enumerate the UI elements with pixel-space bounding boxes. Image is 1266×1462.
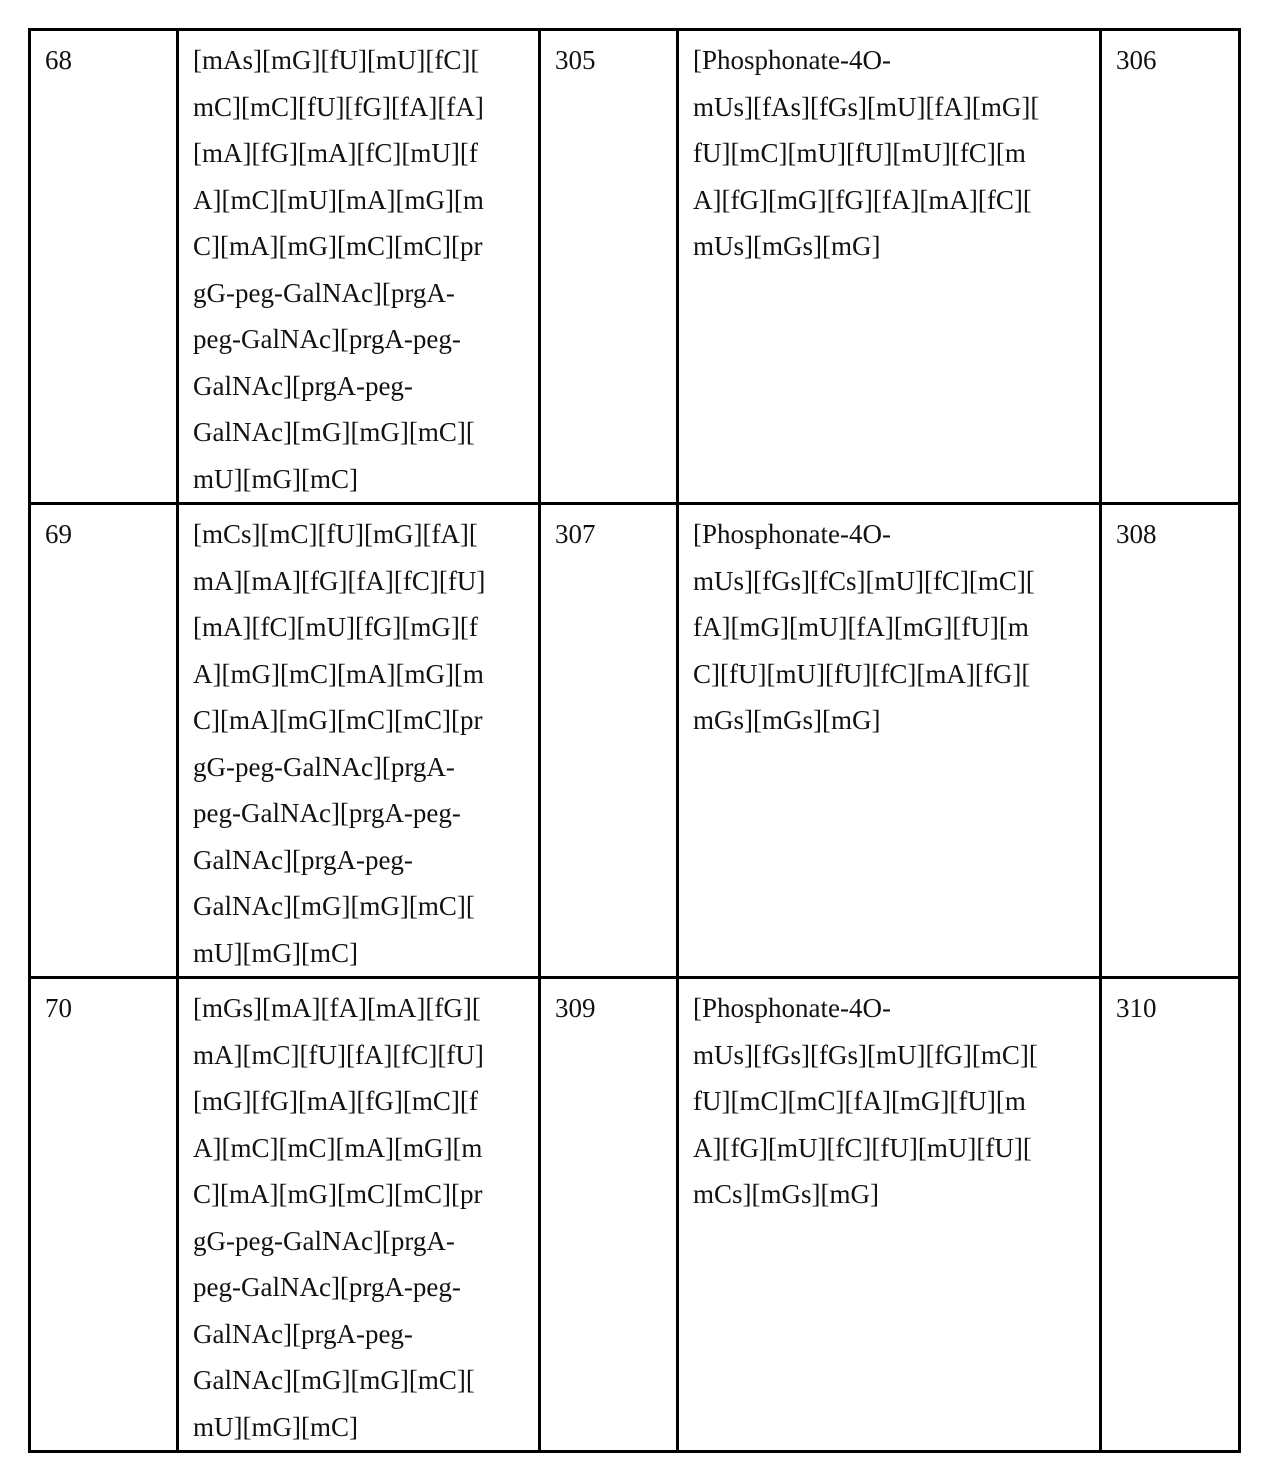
antisense-seq-id: 310 [1116, 993, 1157, 1023]
sense-strand-sequence: [mGs][mA][fA][mA][fG][ mA][mC][fU][fA][fC][fU] [mG][fG][mA][fG][mC][f A][mC][mC][mA][mG][m C][mA][mG][mC][mC][pr gG-peg-GalNAc][prgA- peg-GalNAc][prgA-peg- GalNAc][prgA-peg- GalNAc][mG][mG][mC][ mU][mG][mC] [193, 993, 484, 1442]
sense-seq-id: 309 [555, 993, 596, 1023]
antisense-seq-id-cell [1101, 978, 1240, 1452]
sense-seq-id: 305 [555, 45, 596, 75]
sense-seq-id-cell [540, 504, 678, 978]
antisense-seq-id: 308 [1116, 519, 1157, 549]
table-row [30, 504, 1240, 978]
table-row [30, 30, 1240, 504]
antisense-strand-sequence: [Phosphonate-4O- mUs][fAs][fGs][mU][fA][mG][ fU][mC][mU][fU][mU][fC][m A][fG][mG][fG][fA][mA][fC][ mUs][mGs][mG] [693, 45, 1040, 261]
sense-strand-cell [178, 30, 540, 504]
antisense-strand-cell [678, 30, 1101, 504]
sense-strand-sequence: [mCs][mC][fU][mG][fA][ mA][mA][fG][fA][fC][fU] [mA][fC][mU][fG][mG][f A][mG][mC][mA][mG][m C][mA][mG][mC][mC][pr gG-peg-GalNAc][prgA- peg-GalNAc][prgA-peg- GalNAc][prgA-peg- GalNAc][mG][mG][mC][ mU][mG][mC] [193, 519, 486, 968]
sense-seq-id-cell [540, 30, 678, 504]
antisense-seq-id-cell [1101, 30, 1240, 504]
antisense-strand-sequence: [Phosphonate-4O- mUs][fGs][fGs][mU][fG][mC][ fU][mC][mC][fA][mG][fU][m A][fG][mU][fC][fU][mU][fU][ mCs][mGs][mG] [693, 993, 1038, 1209]
sense-seq-id-cell [540, 978, 678, 1452]
duplex-id: 69 [45, 519, 72, 549]
antisense-strand-cell [678, 504, 1101, 978]
duplex-id: 70 [45, 993, 72, 1023]
sense-seq-id: 307 [555, 519, 596, 549]
duplex-id: 68 [45, 45, 72, 75]
sense-strand-cell [178, 978, 540, 1452]
antisense-seq-id-cell [1101, 504, 1240, 978]
antisense-strand-cell [678, 978, 1101, 1452]
duplex-id-cell [30, 30, 178, 504]
antisense-strand-sequence: [Phosphonate-4O- mUs][fGs][fCs][mU][fC][mC][ fA][mG][mU][fA][mG][fU][m C][fU][mU][fU][fC][mA][fG][ mGs][mGs][mG] [693, 519, 1035, 735]
duplex-id-cell [30, 978, 178, 1452]
table-row [30, 978, 1240, 1452]
antisense-seq-id: 306 [1116, 45, 1157, 75]
sense-strand-cell [178, 504, 540, 978]
duplex-id-cell [30, 504, 178, 978]
sense-strand-sequence: [mAs][mG][fU][mU][fC][ mC][mC][fU][fG][fA][fA] [mA][fG][mA][fC][mU][f A][mC][mU][mA][mG][m C][mA][mG][mC][mC][pr gG-peg-GalNAc][prgA- peg-GalNAc][prgA-peg- GalNAc][prgA-peg- GalNAc][mG][mG][mC][ mU][mG][mC] [193, 45, 484, 494]
sequence-table [28, 28, 1241, 1453]
